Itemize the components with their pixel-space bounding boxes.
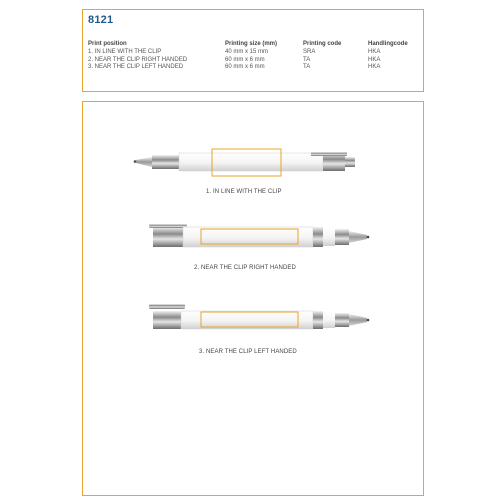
cell-printing-code: TA <box>303 64 311 70</box>
pen-tip <box>349 231 367 243</box>
pen-top-chrome <box>153 227 183 247</box>
cell-handling-code: HKA <box>368 56 381 63</box>
pen-2 <box>149 224 369 247</box>
pen-images-panel <box>82 101 424 496</box>
caption-1: 1. IN LINE WITH THE CLIP <box>206 189 282 195</box>
pen-button <box>345 157 355 167</box>
cell-printing-code: TA <box>303 56 311 63</box>
table-row <box>88 49 420 57</box>
pen-nib <box>367 236 370 239</box>
caption-2: 2. NEAR THE CLIP RIGHT HANDED <box>194 265 296 271</box>
cell-size: 40 mm x 15 mm <box>225 49 269 55</box>
header-print-position: Print position <box>88 41 127 47</box>
pen-clip <box>311 152 347 156</box>
table-row <box>88 57 420 65</box>
pen-ring <box>313 311 323 329</box>
pen-tip <box>136 157 152 167</box>
cell-position: 3. NEAR THE CLIP LEFT HANDED <box>88 64 184 70</box>
pen-grip-chrome <box>335 313 349 327</box>
header-handling-code: Handlingcode <box>368 41 408 47</box>
pen-lower-body <box>323 312 335 328</box>
header-printing-size: Printing size (mm) <box>225 41 278 47</box>
cell-size: 60 mm x 6 mm <box>225 64 265 70</box>
pen-grip-chrome <box>335 229 349 245</box>
pen-clip <box>149 224 187 228</box>
cell-printing-code: SRA <box>303 49 316 55</box>
product-code: 8121 <box>88 14 114 26</box>
table-header-row <box>88 41 420 49</box>
pen-1 <box>134 149 355 176</box>
cell-position: 2. NEAR THE CLIP RIGHT HANDED <box>88 56 188 63</box>
cell-position: 1. IN LINE WITH THE CLIP <box>88 49 162 55</box>
cell-handling-code: HKA <box>368 49 381 55</box>
header-printing-code: Printing code <box>303 41 342 47</box>
print-position-table <box>88 41 420 72</box>
cell-size: 60 mm x 6 mm <box>225 56 265 63</box>
table-row <box>88 64 420 72</box>
pen-illustrations <box>83 102 425 497</box>
pen-lower-body <box>323 228 335 246</box>
pen-body <box>179 153 323 171</box>
header-panel <box>82 9 424 92</box>
pen-top-chrome <box>153 311 181 329</box>
caption-3: 3. NEAR THE CLIP LEFT HANDED <box>199 349 297 355</box>
pen-grip-chrome <box>152 155 179 169</box>
pen-clip <box>149 304 185 309</box>
pen-ring <box>313 227 323 247</box>
pen-nib <box>367 319 370 322</box>
pen-3 <box>149 304 369 329</box>
cell-handling-code: HKA <box>368 64 381 70</box>
pen-nib <box>134 160 137 163</box>
pen-tip <box>349 314 367 326</box>
